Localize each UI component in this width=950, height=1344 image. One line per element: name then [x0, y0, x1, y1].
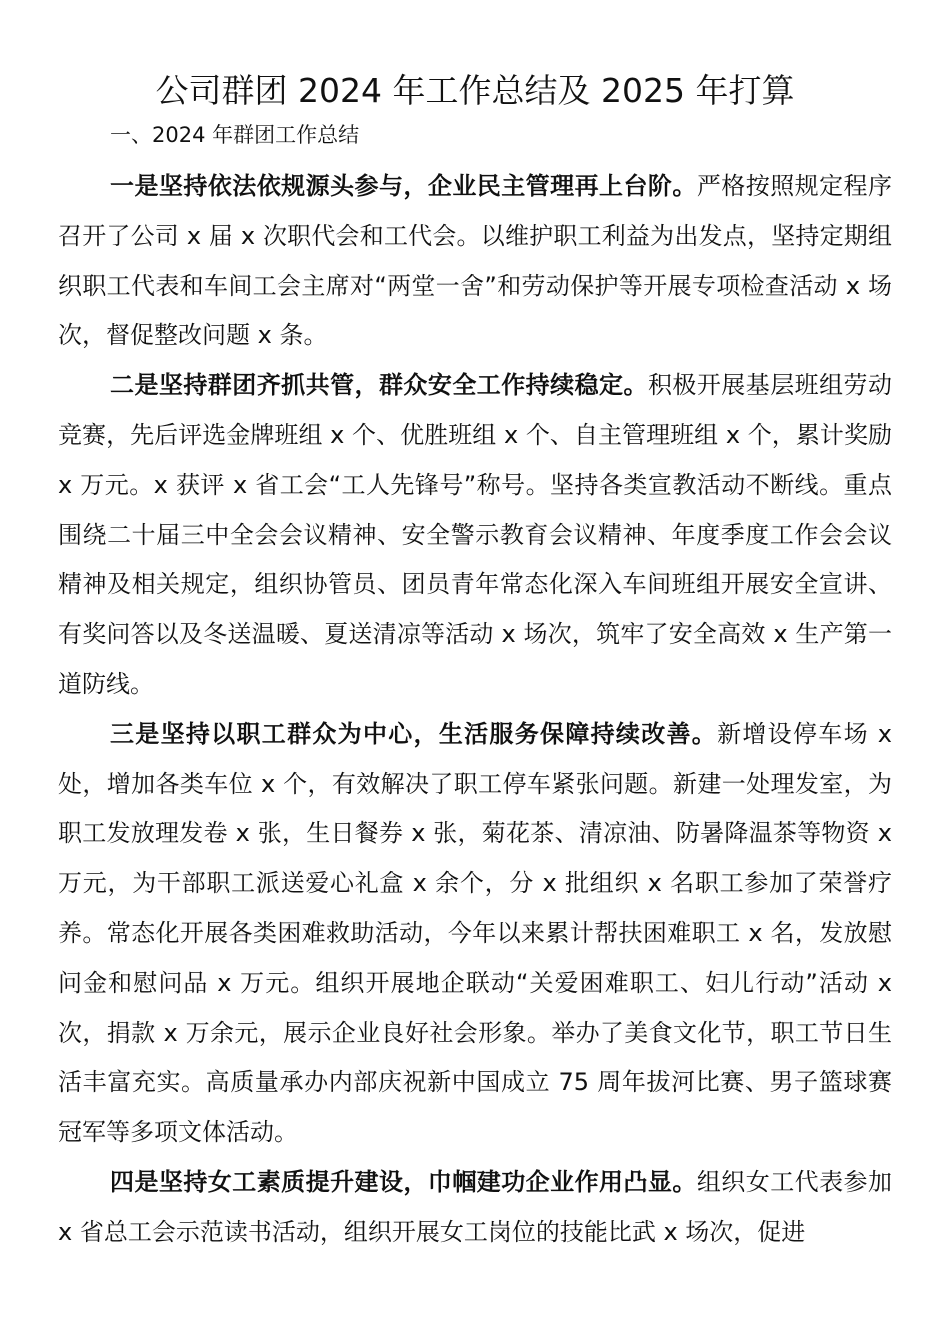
paragraph-3 [58, 710, 892, 1158]
paragraph-1-body: 严格按照规定程序召开了公司 x 届 x 次职代会和工代会。以维护职工利益为出发点，坚持定期组织职工代表和车间工会主席对“两堂一舍”和劳动保护等开展专项检查活动 x 场次，督促整改问题 x 条。 [58, 172, 893, 350]
paragraph-4 [58, 1158, 892, 1258]
section-heading: 一、2024 年群团工作总结 [110, 123, 360, 147]
paragraph-2-body: 积极开展基层班组劳动竞赛，先后评选金牌班组 x 个、优胜班组 x 个、自主管理班组 x 个，累计奖励 x 万元。x 获评 x 省工会“工人先锋号”称号。坚持各类宣教活动不断线。重点围绕二十届三中全会会议精神、安全警示教育会议精神、年度季度工作会会议精神及相关规定，组织协管员、团员青年常态化深入车间班组开展安全宣讲、有奖问答以及冬送温暖、夏送清凉等活动 x 场次，筑牢了安全高效 x 生产第一道防线。 [58, 371, 893, 698]
paragraph-1-lead: 一是坚持依法依规源头参与，企业民主管理再上台阶。 [110, 172, 697, 200]
paragraph-2-lead: 二是坚持群团齐抓共管，群众安全工作持续稳定。 [110, 371, 648, 400]
paragraph-4-lead: 四是坚持女工素质提升建设，巾帼建功企业作用凸显。 [110, 1167, 697, 1196]
document-title: 公司群团 2024 年工作总结及 2025 年打算 [155, 71, 795, 110]
paragraph-2 [58, 361, 892, 710]
paragraph-4-body: 组织女工代表参加 x 省总工会示范读书活动，组织开展女工岗位的技能比武 x 场次，促进 [58, 1167, 893, 1246]
paragraph-1 [58, 162, 892, 361]
paragraph-3-body: 新增设停车场 x 处，增加各类车位 x 个，有效解决了职工停车紧张问题。新建一处理发室，为职工发放理发卷 x 张，生日餐券 x 张，菊花茶、清凉油、防暑降温茶等物资 x 万元，为干部职工派送爱心礼盒 x 余个，分 x 批组织 x 名职工参加了荣誉疗养。常态化开展各类困难救助活动，今年以来累计帮扶困难职工 x 名，发放慰问金和慰问品 x 万元。组织开展地企联动“关爱困难职工、妇儿行动”活动 x 次，捐款 x 万余元，展示企业良好社会形象。举办了美食文化节，职工节日生活丰富充实。高质量承办内部庆祝新中国成立 75 周年拔河比赛、男子篮球赛冠军等多项文体活动。 [58, 719, 892, 1147]
paragraph-3-lead: 三是坚持以职工群众为中心，生活服务保障持续改善。 [110, 719, 718, 748]
